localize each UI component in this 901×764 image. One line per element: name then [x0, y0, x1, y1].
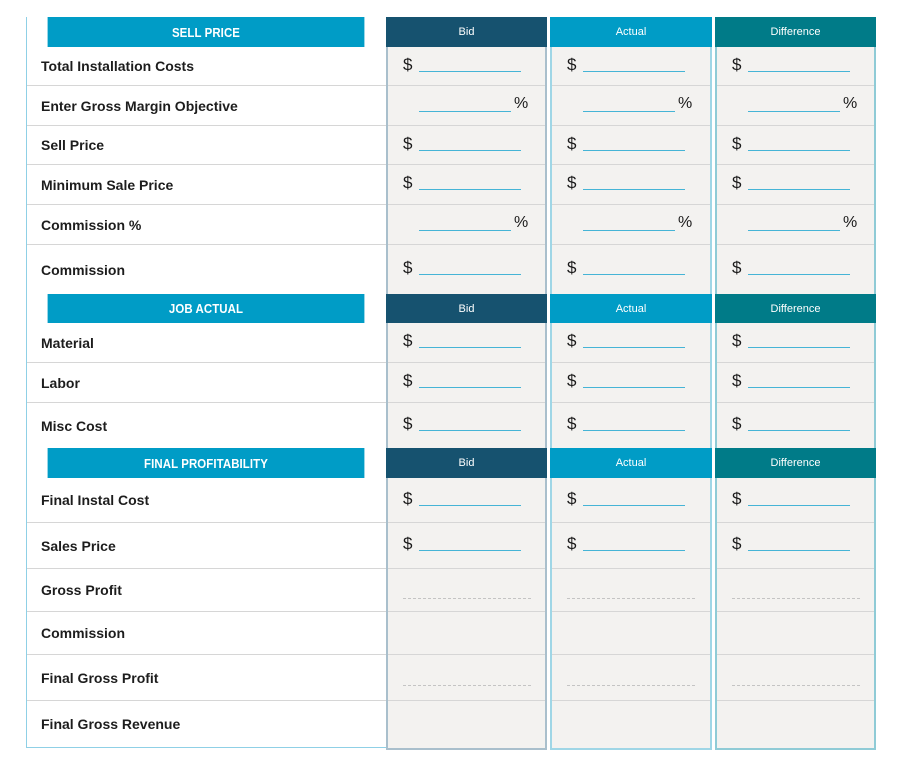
amount-input-line[interactable] — [748, 189, 850, 190]
dollar-sign: $ — [403, 534, 413, 553]
amount-input-line[interactable] — [419, 550, 521, 551]
dashed-input-line[interactable] — [403, 598, 531, 599]
difference-value-cell[interactable] — [717, 478, 874, 523]
difference-column-header — [715, 448, 876, 478]
dollar-sign: $ — [567, 134, 577, 153]
amount-input-line[interactable] — [583, 150, 685, 151]
percent-input-line[interactable] — [583, 111, 675, 112]
dollar-sign: $ — [732, 55, 742, 74]
dollar-sign: $ — [567, 371, 577, 390]
bid-value-cell[interactable] — [388, 205, 545, 245]
percent-sign: % — [678, 95, 693, 112]
row-label — [27, 126, 386, 165]
row-label — [27, 523, 386, 569]
difference-value-cell[interactable] — [717, 323, 874, 363]
difference-value-cell[interactable] — [717, 701, 874, 746]
row-label — [27, 363, 386, 403]
dollar-sign: $ — [403, 173, 413, 192]
dollar-sign: $ — [732, 489, 742, 508]
amount-input-line[interactable] — [419, 150, 521, 151]
percent-input-line[interactable] — [748, 230, 840, 231]
bid-value-cell[interactable] — [388, 86, 545, 126]
row-label-text: Final Instal Cost — [41, 492, 150, 508]
row-label-text: Sell Price — [41, 137, 105, 153]
column-header-label: Bid — [458, 457, 475, 469]
difference-value-cell[interactable] — [717, 126, 874, 165]
amount-input-line[interactable] — [748, 347, 850, 348]
dollar-sign: $ — [403, 414, 413, 433]
dashed-input-line[interactable] — [403, 685, 531, 686]
actual-value-cell[interactable] — [552, 478, 710, 523]
row-label-text: Minimum Sale Price — [41, 176, 174, 193]
dollar-sign: $ — [567, 173, 577, 192]
bid-value-cell[interactable] — [388, 363, 545, 403]
difference-value-cell[interactable] — [717, 245, 874, 294]
amount-input-line[interactable] — [583, 274, 685, 275]
dollar-sign: $ — [567, 414, 577, 433]
percent-sign: % — [514, 95, 529, 112]
dollar-sign: $ — [403, 371, 413, 390]
row-label-text: Commission % — [41, 216, 142, 233]
bid-value-cell[interactable] — [388, 569, 545, 612]
actual-value-cell[interactable] — [552, 205, 710, 245]
actual-value-cell[interactable] — [552, 523, 710, 569]
dollar-sign: $ — [732, 371, 742, 390]
bid-column-header — [386, 294, 547, 323]
column-header-label: Difference — [770, 302, 821, 315]
percent-input-line[interactable] — [748, 111, 840, 112]
column-header-label: Actual — [615, 26, 647, 38]
dollar-sign: $ — [403, 258, 413, 277]
amount-input-line[interactable] — [583, 387, 685, 388]
actual-value-cell[interactable] — [552, 569, 710, 612]
difference-value-cell[interactable] — [717, 403, 874, 448]
actual-value-cell[interactable] — [552, 612, 710, 655]
amount-input-line[interactable] — [748, 71, 850, 72]
amount-input-line[interactable] — [419, 189, 521, 190]
row-label — [27, 701, 386, 746]
difference-value-cell[interactable] — [717, 569, 874, 612]
percent-input-line[interactable] — [419, 230, 511, 231]
bid-value-cell[interactable] — [388, 323, 545, 363]
section-title: JOB ACTUAL — [168, 301, 244, 316]
actual-value-cell[interactable] — [552, 47, 710, 86]
difference-value-cell[interactable] — [717, 205, 874, 245]
difference-value-cell[interactable] — [717, 86, 874, 126]
bid-value-cell[interactable] — [388, 47, 545, 86]
actual-value-cell[interactable] — [552, 86, 710, 126]
row-label — [27, 205, 386, 245]
row-label — [27, 655, 386, 701]
row-label-text: Sales Price — [41, 537, 116, 554]
row-label — [27, 47, 386, 86]
bid-value-cell[interactable] — [388, 523, 545, 569]
percent-sign: % — [514, 214, 529, 231]
actual-value-cell[interactable] — [552, 403, 710, 448]
dollar-sign: $ — [403, 331, 413, 350]
dashed-input-line[interactable] — [732, 598, 860, 599]
row-label-text: Total Installation Costs — [41, 58, 194, 74]
row-label-text: Final Gross Revenue — [41, 715, 181, 732]
actual-value-cell[interactable] — [552, 363, 710, 403]
actual-column — [550, 17, 712, 750]
amount-input-line[interactable] — [748, 150, 850, 151]
bid-value-cell[interactable] — [388, 403, 545, 448]
dollar-sign: $ — [403, 489, 413, 508]
row-label-text: Material — [41, 334, 94, 351]
dollar-sign: $ — [732, 331, 742, 350]
row-label — [27, 403, 386, 448]
difference-value-cell[interactable] — [717, 165, 874, 205]
bid-value-cell[interactable] — [388, 478, 545, 523]
amount-input-line[interactable] — [419, 71, 521, 72]
row-label — [27, 569, 386, 612]
difference-value-cell[interactable] — [717, 655, 874, 701]
difference-value-cell[interactable] — [717, 612, 874, 655]
percent-input-line[interactable] — [419, 111, 511, 112]
row-label — [27, 612, 386, 655]
amount-input-line[interactable] — [583, 550, 685, 551]
bid-value-cell[interactable] — [388, 701, 545, 746]
difference-value-cell[interactable] — [717, 47, 874, 86]
section-title: SELL PRICE — [171, 24, 241, 40]
row-label-text: Commission — [41, 625, 126, 641]
amount-input-line[interactable] — [419, 387, 521, 388]
bid-column-header — [386, 17, 547, 47]
actual-column-header — [550, 448, 712, 478]
dollar-sign: $ — [567, 258, 577, 277]
amount-input-line[interactable] — [419, 274, 521, 275]
dollar-sign: $ — [567, 489, 577, 508]
amount-input-line[interactable] — [583, 71, 685, 72]
amount-input-line[interactable] — [583, 347, 685, 348]
dollar-sign: $ — [567, 534, 577, 553]
dashed-input-line[interactable] — [567, 598, 695, 599]
amount-input-line[interactable] — [748, 274, 850, 275]
column-header-label: Actual — [615, 302, 647, 315]
amount-input-line[interactable] — [583, 430, 685, 431]
difference-column-header — [715, 17, 876, 47]
bid-column-header — [386, 448, 547, 478]
dollar-sign: $ — [732, 414, 742, 433]
bid-value-cell[interactable] — [388, 612, 545, 655]
difference-value-cell[interactable] — [717, 363, 874, 403]
row-label-text: Gross Profit — [41, 582, 122, 598]
actual-value-cell[interactable] — [552, 655, 710, 701]
column-header-label: Bid — [458, 26, 475, 38]
bid-value-cell[interactable] — [388, 655, 545, 701]
actual-value-cell[interactable] — [552, 701, 710, 746]
actual-column-header — [550, 17, 712, 47]
column-header-label: Bid — [458, 302, 475, 315]
dashed-input-line[interactable] — [732, 685, 860, 686]
section-title: FINAL PROFITABILITY — [144, 455, 268, 471]
section-header-final-profitability — [48, 448, 365, 478]
actual-value-cell[interactable] — [552, 126, 710, 165]
difference-column-header — [715, 294, 876, 323]
bid-value-cell[interactable] — [388, 245, 545, 294]
actual-value-cell[interactable] — [552, 245, 710, 294]
section-header-sell-price — [48, 17, 365, 47]
actual-value-cell[interactable] — [552, 323, 710, 363]
row-label — [27, 165, 386, 205]
row-label-text: Final Gross Profit — [41, 669, 159, 686]
percent-sign: % — [678, 214, 693, 231]
amount-input-line[interactable] — [748, 387, 850, 388]
bid-value-cell[interactable] — [388, 126, 545, 165]
amount-input-line[interactable] — [419, 505, 521, 506]
percent-sign: % — [843, 214, 858, 231]
row-label — [27, 86, 386, 126]
row-label-text: Enter Gross Margin Objective — [41, 97, 238, 114]
bid-column — [386, 17, 547, 750]
row-label — [27, 478, 386, 523]
bid-value-cell[interactable] — [388, 165, 545, 205]
amount-input-line[interactable] — [419, 430, 521, 431]
row-label — [27, 245, 386, 294]
dollar-sign: $ — [732, 173, 742, 192]
row-label-text: Commission — [41, 261, 126, 278]
amount-input-line[interactable] — [748, 550, 850, 551]
percent-sign: % — [843, 95, 858, 112]
amount-input-line[interactable] — [583, 505, 685, 506]
column-header-label: Difference — [770, 457, 821, 469]
actual-column-header — [550, 294, 712, 323]
row-label — [27, 323, 386, 363]
difference-column — [715, 17, 876, 750]
dollar-sign: $ — [567, 55, 577, 74]
label-column — [26, 17, 386, 748]
actual-value-cell[interactable] — [552, 165, 710, 205]
difference-value-cell[interactable] — [717, 523, 874, 569]
dollar-sign: $ — [567, 331, 577, 350]
column-header-label: Actual — [615, 457, 647, 469]
dashed-input-line[interactable] — [567, 685, 695, 686]
amount-input-line[interactable] — [419, 347, 521, 348]
column-header-label: Difference — [770, 26, 821, 38]
row-label-text: Labor — [41, 374, 80, 391]
section-header-job-actual — [48, 294, 365, 323]
dollar-sign: $ — [732, 134, 742, 153]
amount-input-line[interactable] — [748, 505, 850, 506]
dollar-sign: $ — [732, 258, 742, 277]
percent-input-line[interactable] — [583, 230, 675, 231]
row-label-text: Misc Cost — [41, 417, 108, 434]
dollar-sign: $ — [403, 134, 413, 153]
amount-input-line[interactable] — [748, 430, 850, 431]
amount-input-line[interactable] — [583, 189, 685, 190]
dollar-sign: $ — [403, 55, 413, 74]
dollar-sign: $ — [732, 534, 742, 553]
